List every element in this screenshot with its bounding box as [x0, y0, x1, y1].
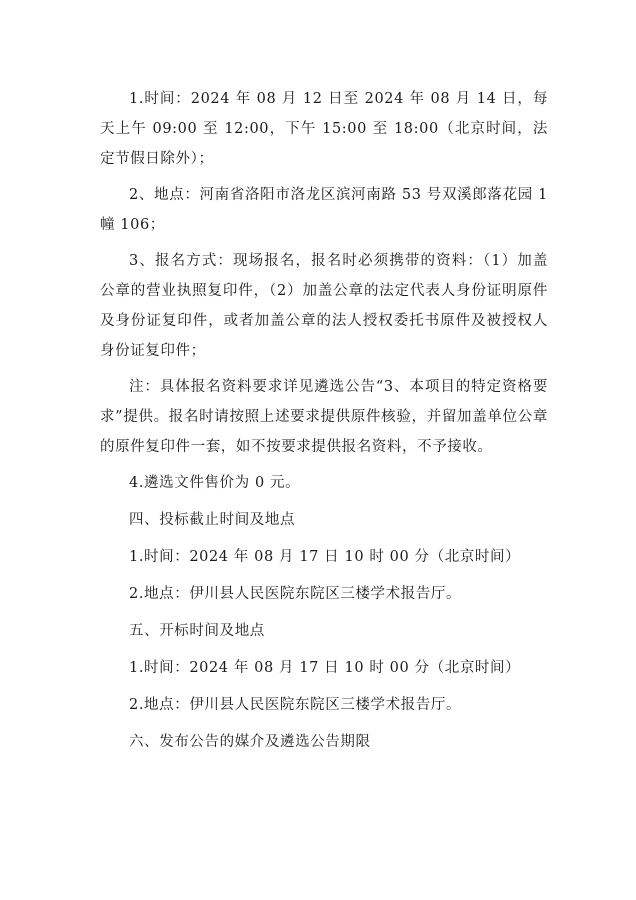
paragraph-bid-opening-time: 1.时间：2024 年 08 月 17 日 10 时 00 分（北京时间）: [129, 660, 521, 676]
paragraph-bid-deadline-location: 2.地点：伊川县人民医院东院区三楼学术报告厅。: [129, 586, 462, 602]
document-body: [100, 84, 548, 757]
paragraph-registration-location: 2、地点：河南省洛阳市洛龙区滨河南路 53 号双溪郎落花园 1 幢 106；: [100, 187, 548, 233]
paragraph-document-price: 4.遴选文件售价为 0 元。: [129, 475, 301, 491]
paragraph-bid-deadline-time: 1.时间：2024 年 08 月 17 日 10 时 00 分（北京时间）: [129, 549, 521, 565]
paragraph-registration-time: 1.时间：2024 年 08 月 12 日至 2024 年 08 月 14 日，每天上午 09:00 至 12:00，下午 15:00 至 18:00（北京时间，法定节假日除外）；: [100, 91, 548, 167]
paragraph-registration-method: 3、报名方式：现场报名，报名时必须携带的资料：（1）加盖公章的营业执照复印件，（2）加盖公章的法定代表人身份证明原件及身份证复印件，或者加盖公章的法人授权委托书原件及被授权人身份证复印件；: [100, 253, 548, 359]
section-heading-bid-deadline: 四、投标截止时间及地点: [129, 512, 296, 528]
paragraph-bid-opening-location: 2.地点：伊川县人民医院东院区三楼学术报告厅。: [129, 697, 462, 713]
section-heading-announcement-media: 六、发布公告的媒介及遴选公告期限: [129, 734, 371, 750]
section-heading-bid-opening: 五、开标时间及地点: [129, 623, 265, 639]
paragraph-registration-note: 注：具体报名资料要求详见遴选公告“3、本项目的特定资格要求”提供。报名时请按照上述要求提供原件核验，并留加盖单位公章的原件复印件一套，如不按要求提供报名资料，不予接收。: [100, 379, 548, 455]
